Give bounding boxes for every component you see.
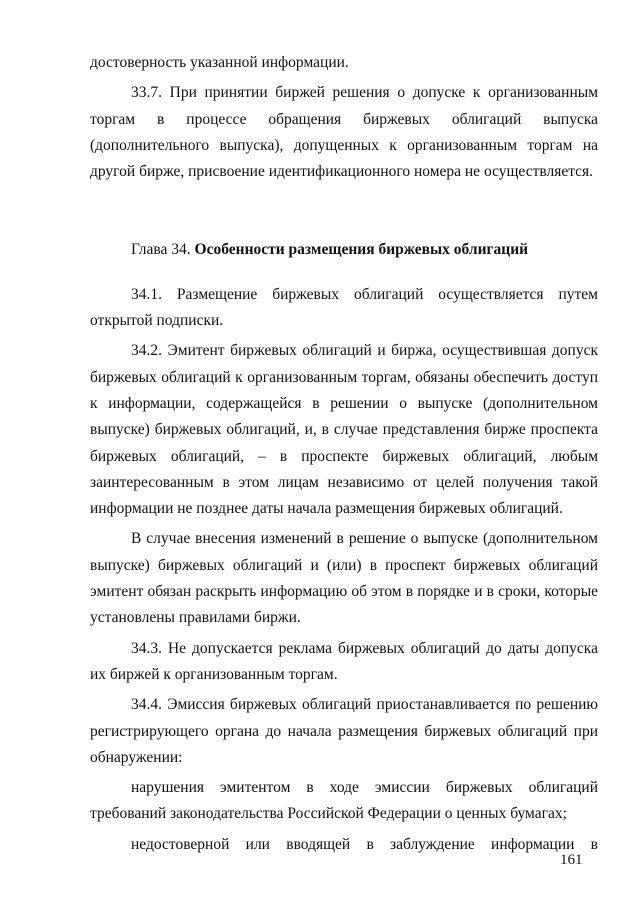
paragraph-34-2-amendments: В случае внесения изменений в решение о выпуске (дополнительном выпуске) биржевых облигаций и (или) в проспект биржевых облигаций эмитент обязан раскрыть информацию об этом в порядке и в сроки, которые установлены правилами биржи. <box>90 530 598 627</box>
list-item-violation: нарушения эмитентом в ходе эмиссии биржевых облигаций требований законодательства Российской Федерации о ценных бумагах; <box>90 779 598 823</box>
chapter-heading <box>90 237 598 263</box>
list-item-misleading-info: недостоверной или вводящей в заблуждение информации в <box>131 835 598 853</box>
chapter-number: Глава 34. <box>131 241 191 259</box>
page-number: 161 <box>560 852 583 868</box>
paragraph-34-2: 34.2. Эмитент биржевых облигаций и биржа, осуществившая допуск биржевых облигаций к организованным торгам, обязаны обеспечить доступ к информации, содержащейся в решении о выпуске (дополнительном выпуске) биржевых облигаций, и, в случае представления бирже проспекта биржевых облигаций, – в проспекте биржевых облигаций, любым заинтересованным в этом лицам независимо от целей получения такой информации не позднее даты начала размещения биржевых облигаций. <box>90 342 598 518</box>
page-body <box>90 50 598 858</box>
chapter-title: Особенности размещения биржевых облигаций <box>194 241 529 259</box>
paragraph-34-1: 34.1. Размещение биржевых облигаций осуществляется путем открытой подписки. <box>90 285 598 330</box>
paragraph-continuation: достоверность указанной информации. <box>90 54 349 71</box>
paragraph-33-7: 33.7. При принятии биржей решения о допуске к организованным торгам в процессе обращения биржевых облигаций выпуска (дополнительного выпуска), допущенных к организованным торгам на другой бирже, присвоение идентификационного номера не осуществляется. <box>90 84 598 181</box>
spacer <box>90 185 598 237</box>
paragraph-34-3: 34.3. Не допускается реклама биржевых облигаций до даты допуска их биржей к организованным торгам. <box>90 639 598 683</box>
paragraph-34-4: 34.4. Эмиссия биржевых облигаций приостанавливается по решению регистрирующего органа до начала размещения биржевых облигаций при обнаружении: <box>90 696 598 766</box>
